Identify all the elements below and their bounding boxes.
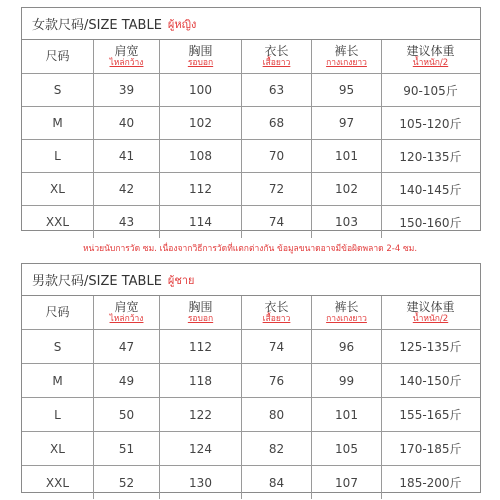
header-top-length — [242, 40, 312, 73]
header-chest — [160, 40, 242, 73]
top-length-cell: 68 — [242, 107, 312, 139]
table-row — [22, 173, 480, 206]
men-title-thai: ผู้ชาย — [167, 273, 195, 287]
header-thai-label: รอบอก — [187, 313, 214, 324]
top-length-cell: 74 — [242, 206, 312, 238]
men-title-text: 男款尺码/SIZE TABLE — [32, 274, 162, 289]
size-cell: L — [22, 140, 94, 172]
top-length-cell: 72 — [242, 173, 312, 205]
pants-length-cell: 99 — [312, 364, 382, 397]
pants-length-cell: 95 — [312, 74, 382, 106]
table-row — [22, 140, 480, 173]
pants-length-cell: 103 — [312, 206, 382, 238]
table-row — [22, 206, 480, 238]
pants-length-cell: 97 — [312, 107, 382, 139]
weight-cell: 140-150斤 — [399, 374, 462, 388]
chest-cell: 100 — [160, 74, 242, 106]
top-length-cell: 70 — [242, 140, 312, 172]
table-row — [22, 398, 480, 432]
men-header-row — [22, 296, 480, 330]
size-cell: S — [22, 74, 94, 106]
weight-cell: 150-160斤 — [399, 215, 462, 230]
weight-cell: 170-185斤 — [399, 442, 462, 456]
top-length-cell: 84 — [242, 466, 312, 499]
header-label: 尺码 — [45, 48, 70, 63]
men-table-title — [22, 264, 480, 296]
shoulder-cell: 41 — [94, 140, 160, 172]
header-label: 胸围 — [188, 299, 213, 314]
header-label: 裤长 — [334, 43, 359, 58]
header-label: 尺码 — [45, 304, 70, 319]
header-label: 建议体重 — [406, 43, 455, 58]
top-length-cell: 74 — [242, 330, 312, 363]
header-shoulder — [94, 296, 160, 329]
top-length-cell: 82 — [242, 432, 312, 465]
shoulder-cell: 49 — [94, 364, 160, 397]
top-length-cell: 76 — [242, 364, 312, 397]
size-cell: M — [22, 107, 94, 139]
shoulder-cell: 40 — [94, 107, 160, 139]
header-label: 肩宽 — [114, 299, 139, 314]
size-cell: L — [22, 398, 94, 431]
weight-cell: 155-165斤 — [399, 408, 462, 422]
size-cell: XXL — [22, 206, 94, 238]
header-thai-label: เสื้อยาว — [262, 313, 291, 324]
table-row — [22, 74, 480, 107]
chest-cell: 114 — [160, 206, 242, 238]
table-row — [22, 466, 480, 499]
shoulder-cell: 43 — [94, 206, 160, 238]
header-weight — [382, 40, 479, 73]
shoulder-cell: 52 — [94, 466, 160, 499]
header-pants-length — [312, 296, 382, 329]
chest-cell: 102 — [160, 107, 242, 139]
chest-cell: 122 — [160, 398, 242, 431]
shoulder-cell: 51 — [94, 432, 160, 465]
header-label: 衣长 — [264, 43, 289, 58]
top-length-cell: 63 — [242, 74, 312, 106]
header-label: 胸围 — [188, 43, 213, 58]
table-row — [22, 432, 480, 466]
header-pants-length — [312, 40, 382, 73]
header-label: 建议体重 — [406, 299, 455, 314]
header-thai-label: เสื้อยาว — [262, 57, 291, 68]
women-header-row — [22, 40, 480, 74]
header-size — [22, 40, 94, 73]
size-cell: M — [22, 364, 94, 397]
pants-length-cell: 101 — [312, 140, 382, 172]
pants-length-cell: 107 — [312, 466, 382, 499]
shoulder-cell: 39 — [94, 74, 160, 106]
table-row — [22, 107, 480, 140]
size-cell: XL — [22, 432, 94, 465]
weight-cell: 120-135斤 — [399, 149, 462, 164]
women-size-table — [21, 7, 481, 231]
women-title-text: 女款尺码/SIZE TABLE — [32, 18, 162, 33]
header-size — [22, 296, 94, 329]
measurement-note: หน่วยนับการวัด ซม. เนื่องจากวิธีการวัดที่แตกต่างกัน ข้อมูลขนาดอาจมีข้อผิดพลาด 2-4 ซม. — [82, 244, 418, 254]
table-row — [22, 364, 480, 398]
header-thai-label: น้ำหนัก/2 — [412, 57, 449, 68]
header-label: 裤长 — [334, 299, 359, 314]
chest-cell: 118 — [160, 364, 242, 397]
pants-length-cell: 105 — [312, 432, 382, 465]
size-cell: XL — [22, 173, 94, 205]
chest-cell: 130 — [160, 466, 242, 499]
weight-cell: 140-145斤 — [399, 182, 462, 197]
header-label: 肩宽 — [114, 43, 139, 58]
chest-cell: 112 — [160, 330, 242, 363]
header-top-length — [242, 296, 312, 329]
header-thai-label: กางเกงยาว — [326, 57, 367, 68]
size-cell: S — [22, 330, 94, 363]
header-thai-label: รอบอก — [187, 57, 214, 68]
header-thai-label: ไหล่กว้าง — [109, 57, 144, 68]
size-cell: XXL — [22, 466, 94, 499]
header-thai-label: กางเกงยาว — [326, 313, 367, 324]
shoulder-cell: 42 — [94, 173, 160, 205]
header-label: 衣长 — [264, 299, 289, 314]
table-row — [22, 330, 480, 364]
weight-cell: 90-105斤 — [403, 83, 458, 98]
weight-cell: 105-120斤 — [399, 116, 462, 131]
women-title-thai: ผู้หญิง — [167, 17, 197, 31]
header-thai-label: น้ำหนัก/2 — [412, 313, 449, 324]
pants-length-cell: 102 — [312, 173, 382, 205]
shoulder-cell: 47 — [94, 330, 160, 363]
women-table-title — [22, 8, 480, 40]
chest-cell: 124 — [160, 432, 242, 465]
header-thai-label: ไหล่กว้าง — [109, 313, 144, 324]
weight-cell: 125-135斤 — [399, 340, 462, 354]
top-length-cell: 80 — [242, 398, 312, 431]
men-size-table — [21, 263, 481, 493]
shoulder-cell: 50 — [94, 398, 160, 431]
pants-length-cell: 101 — [312, 398, 382, 431]
chest-cell: 112 — [160, 173, 242, 205]
header-shoulder — [94, 40, 160, 73]
weight-cell: 185-200斤 — [399, 476, 462, 490]
pants-length-cell: 96 — [312, 330, 382, 363]
chest-cell: 108 — [160, 140, 242, 172]
header-weight — [382, 296, 479, 329]
header-chest — [160, 296, 242, 329]
